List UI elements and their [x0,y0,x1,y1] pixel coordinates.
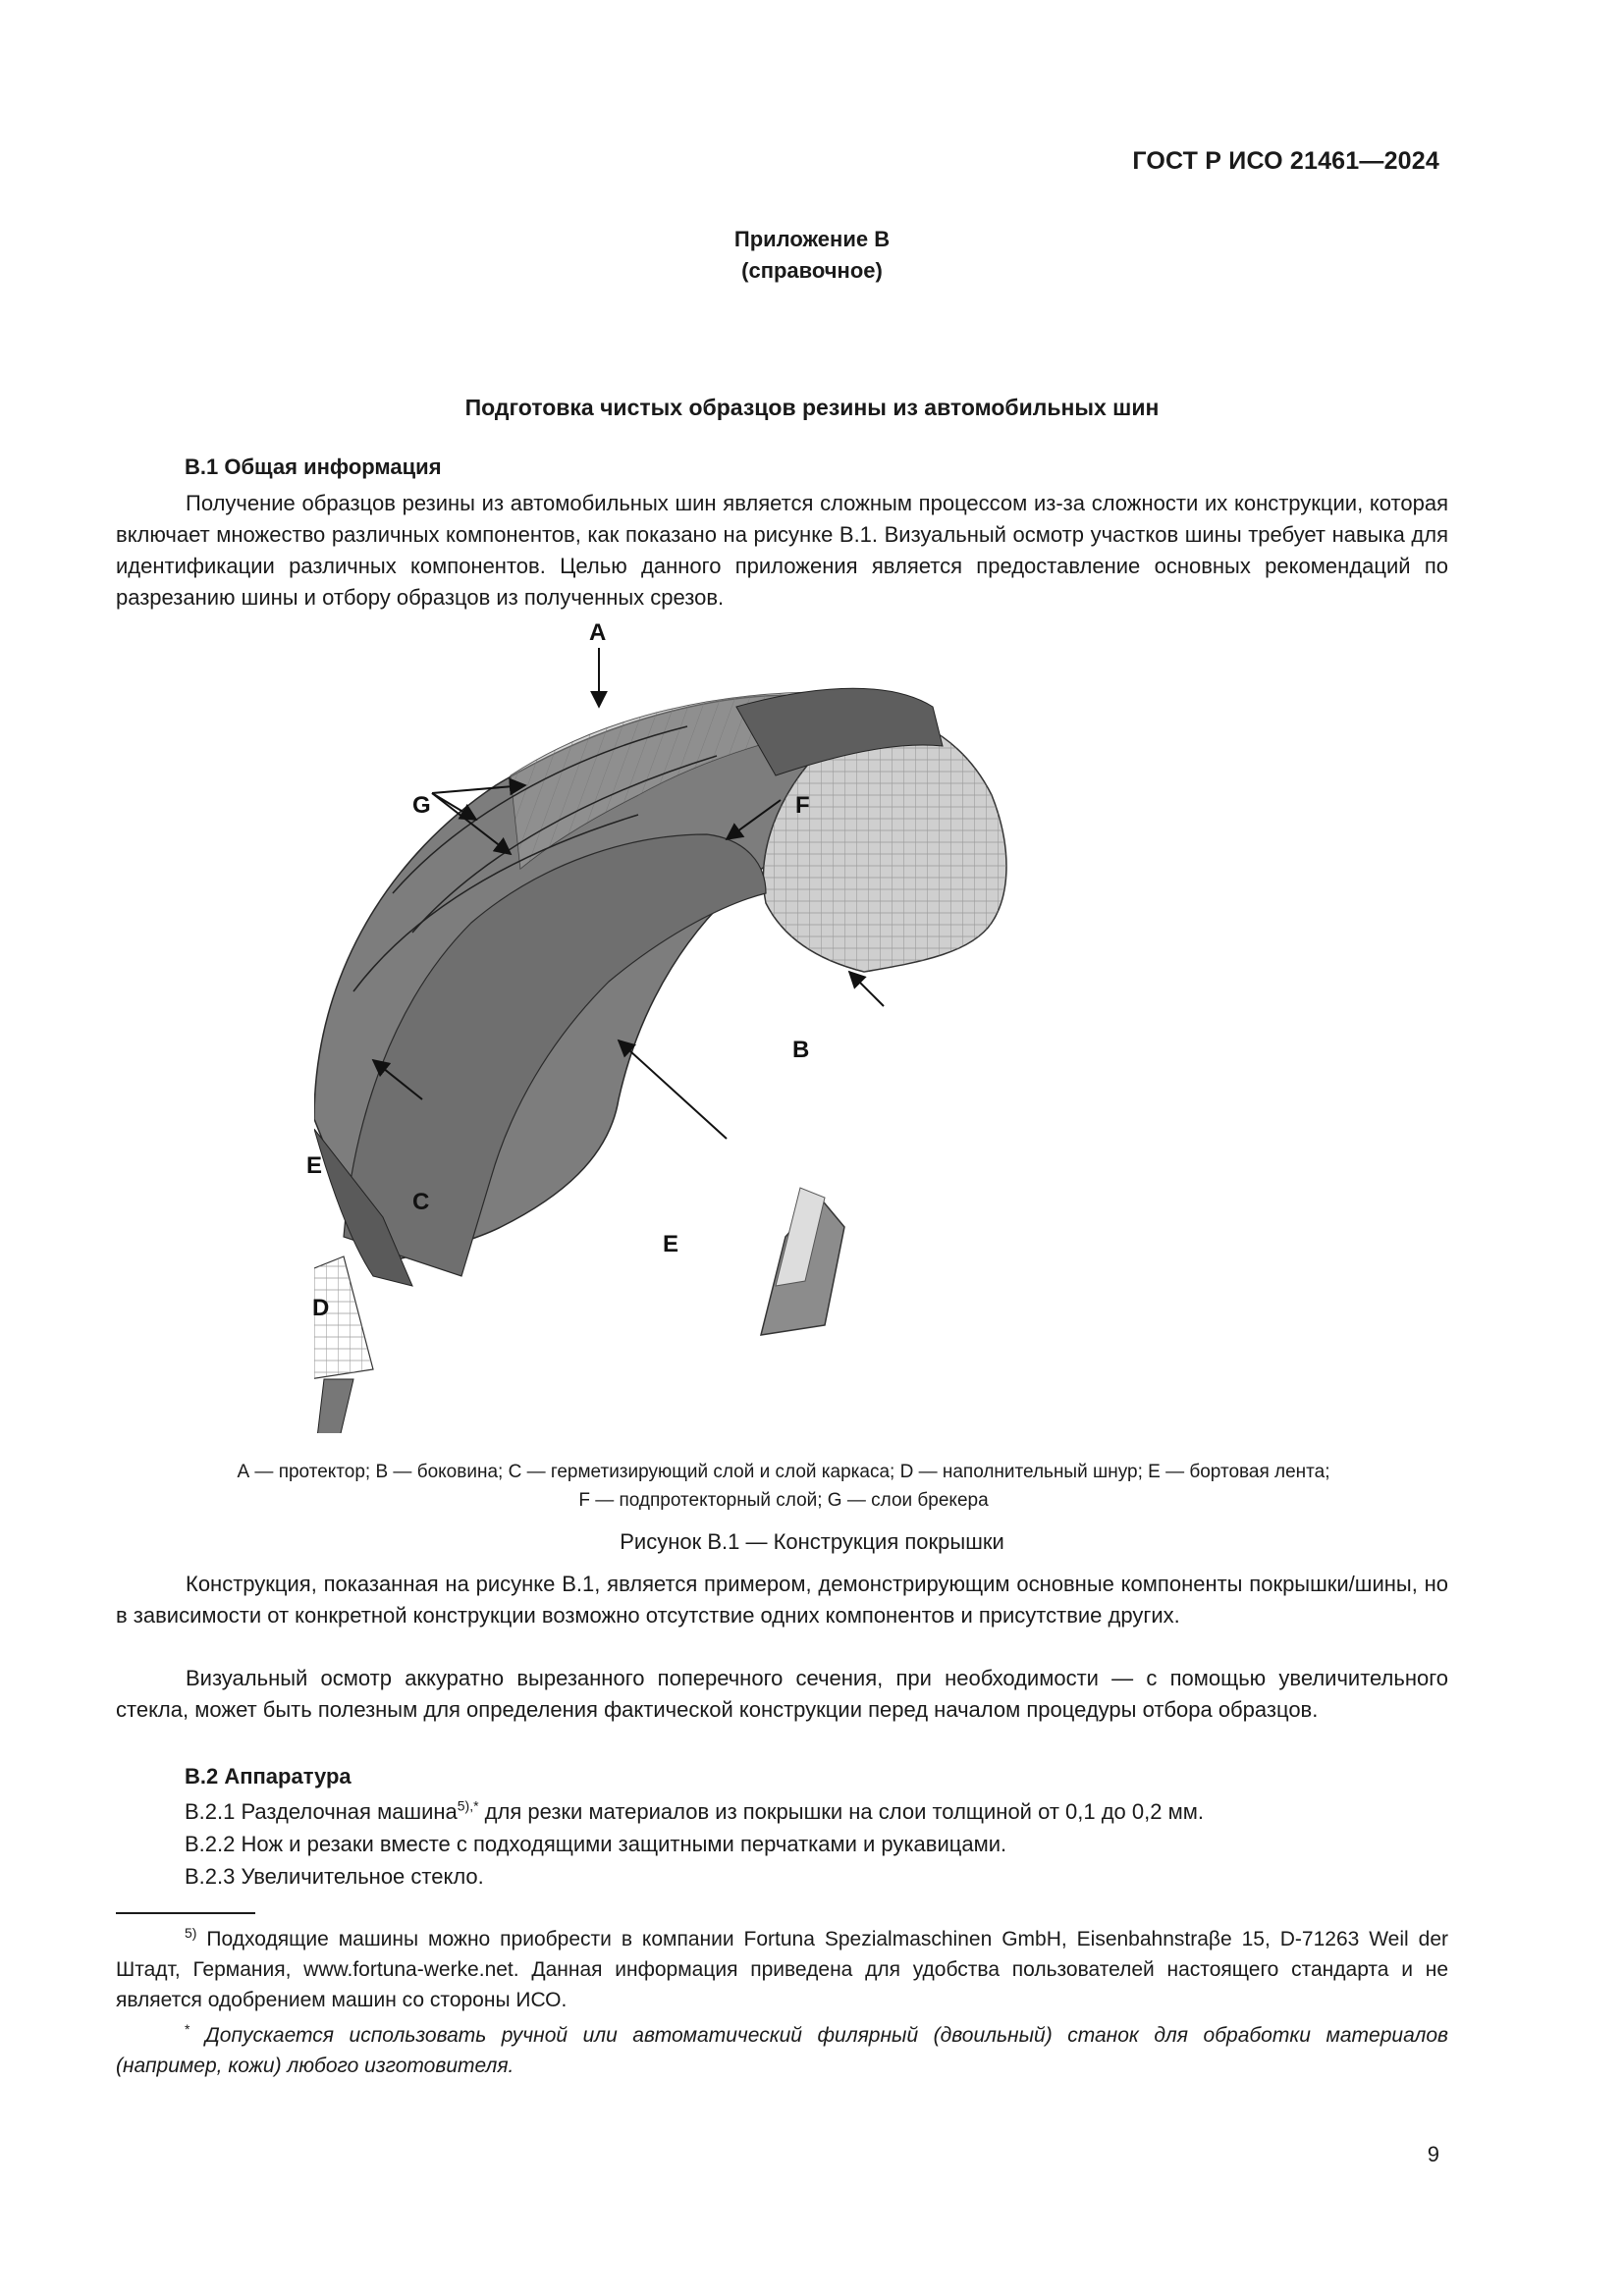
label-e-right: E [663,1231,679,1257]
section-b2-heading: В.2 Аппаратура [185,1764,352,1789]
footnote-ref-5: 5),* [457,1797,479,1814]
footnote-asterisk-mark: * [185,2021,190,2037]
apparatus-item-3: В.2.3 Увеличительное стекло. [185,1864,484,1889]
apparatus-item-1-text-a: В.2.1 Разделочная машина [185,1799,458,1824]
label-c: C [412,1189,430,1215]
label-d: D [312,1295,330,1321]
label-a: A [589,619,607,646]
apparatus-item-1 [185,1796,1204,1828]
paragraph-visual-inspection: Визуальный осмотр аккуратно вырезанного поперечного сечения, при необходимости — с помощью увеличительного стекла, может быть полезным для определения фактической конструкции перед началом процедуры отбора образцов. [116,1666,1448,1722]
footnote-5-text: Подходящие машины можно приобрести в компании Fortuna Spezialmaschinen GmbH, Eisenbahnstraβe 15, D-71263 Weil der Штадт, Германия, www.fortuna-werke.net. Данная информация приведена для удобства пользователей настоящего стандарта и не является одобрением машин со стороны ИСО. [116,1928,1448,2011]
label-b: B [792,1037,810,1063]
figure-caption: Рисунок В.1 — Конструкция покрышки [620,1529,1004,1554]
page-number: 9 [1427,2142,1439,2166]
label-g: G [412,792,431,819]
section-b1-paragraph: Получение образцов резины из автомобильных шин является сложным процессом из-за сложности их конструкции, которая включает множество различных компонентов, как показано на рисунке В.1. Визуальный осмотр участков шины требует навыка для идентификации различных компонентов. Целью данного приложения является предоставление основных рекомендаций по разрезанию шины и отбору образцов из полученных срезов. [116,491,1448,610]
section-b1-heading: В.1 Общая информация [185,454,442,479]
figure-label-layer [306,619,1296,1433]
apparatus-item-2: В.2.2 Нож и резаки вместе с подходящими защитными перчатками и рукавицами. [185,1832,1007,1856]
footnote-5 [116,1924,1448,2015]
figure-legend-line-1: А — протектор; В — боковина; С — герметизирующий слой и слой каркаса; D — наполнительный шнур; Е — бортовая лента; [237,1462,1330,1482]
label-e-left: E [306,1152,323,1179]
appendix-subtitle: (справочное) [741,258,883,283]
footnote-5-mark: 5) [185,1925,197,1941]
footnote-separator [116,1912,255,1914]
label-f: F [795,792,810,819]
standard-number: ГОСТ Р ИСО 21461—2024 [1132,147,1439,175]
figure-legend-line-2: F — подпротекторный слой; G — слои брекера [578,1490,989,1511]
apparatus-item-1-text-b: для резки материалов из покрышки на слои толщиной от 0,1 до 0,2 мм. [478,1799,1204,1824]
figure-legend [106,1458,1461,1515]
appendix-title: Приложение В [733,227,891,251]
appendix-heading [0,224,1624,287]
footnote-asterisk [116,2020,1448,2081]
paragraph-construction: Конструкция, показанная на рисунке В.1, является примером, демонстрирующим основные компоненты покрышки/шины, но в зависимости от конкретной конструкции возможно отсутствие одних компонентов и присутствие других. [116,1572,1448,1628]
footnote-asterisk-text: Допускается использовать ручной или автоматический филярный (двоильный) станок для обработки материалов (например, кожи) любого изготовителя. [116,2024,1448,2077]
main-title: Подготовка чистых образцов резины из автомобильных шин [464,395,1160,420]
